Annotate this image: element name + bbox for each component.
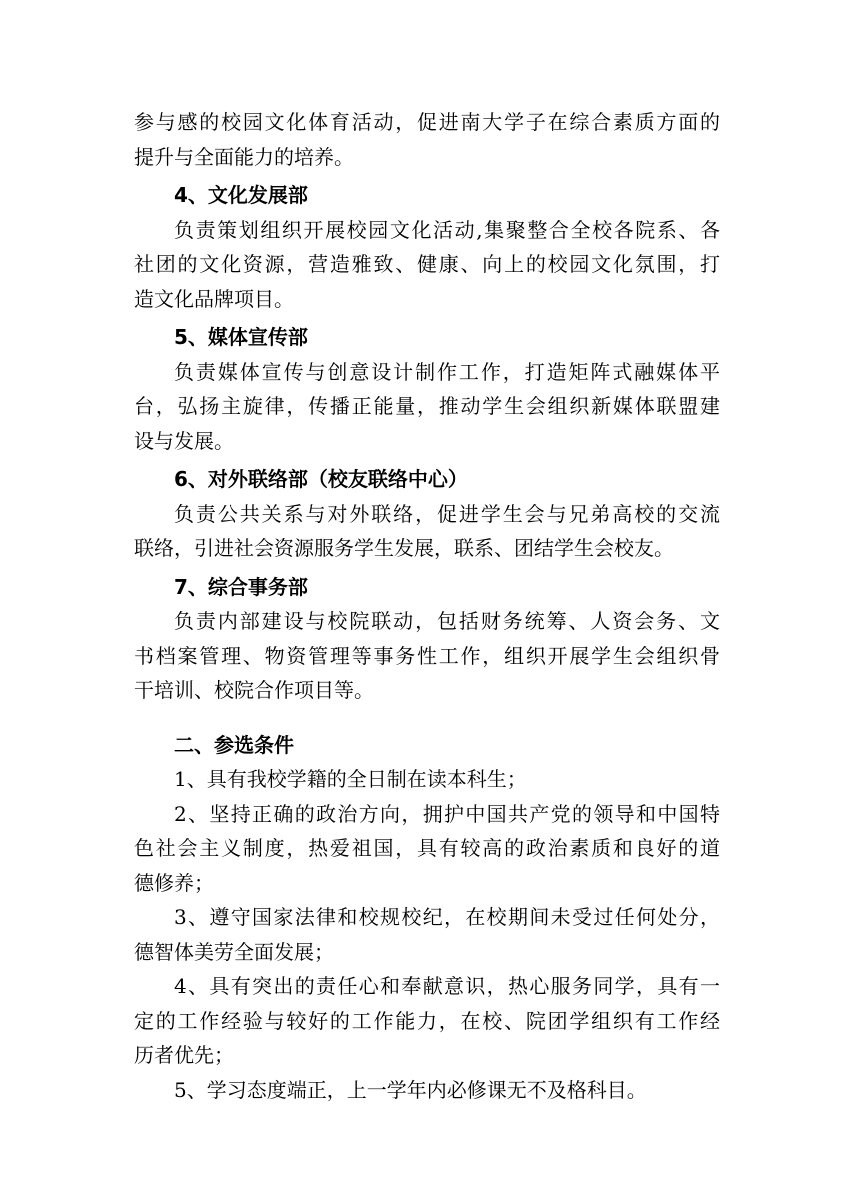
- department-description: [134, 497, 720, 566]
- paragraph-line: 德智体美劳全面发展；: [134, 939, 334, 964]
- paragraph-line: 负责公共关系与对外联络，促进学生会与兄弟高校的交流: [174, 501, 720, 526]
- paragraph-line: 社团的文化资源，营造雅致、健康、向上的校园文化氛围，打: [134, 252, 720, 276]
- paragraph-line: 台，弘扬主旋律，传播正能量，推动学生会组织新媒体联盟建: [134, 394, 720, 418]
- paragraph-line: 造文化品牌项目。: [134, 286, 294, 311]
- section-heading: 二、参选条件: [174, 732, 294, 757]
- paragraph-line: 提升与全面能力的培养。: [134, 144, 354, 169]
- department-heading: 7、综合事务部: [174, 574, 308, 599]
- requirement-item: [134, 900, 720, 969]
- paragraph-line: 参与感的校园文化体育活动，促进南大学子在综合素质方面的: [134, 110, 720, 134]
- requirement-item: [134, 762, 720, 797]
- requirement-item: [134, 969, 720, 1073]
- paragraph-line: 5、学习态度端正，上一学年内必修课无不及格科目。: [174, 1077, 647, 1102]
- paragraph-line: 联络，引进社会资源服务学生发展，联系、团结学生会校友。: [134, 536, 674, 560]
- department-heading: 4、文化发展部: [174, 183, 308, 207]
- requirement-item: [134, 797, 720, 901]
- department-heading: 6、对外联络部（校友联络中心）: [174, 467, 468, 491]
- document-page: [134, 105, 720, 1107]
- paragraph-line: 色社会主义制度，热爱祖国，具有较高的政治素质和良好的道: [134, 836, 720, 860]
- intro-paragraph: [134, 105, 720, 174]
- paragraph-line: 干培训、校院合作项目等。: [134, 678, 374, 702]
- paragraph-line: 4、具有突出的责任心和奉献意识，热心服务同学，具有一: [174, 974, 720, 998]
- department-description: [134, 213, 720, 317]
- paragraph-line: 书档案管理、物资管理等事务性工作，组织开展学生会组织骨: [134, 643, 720, 668]
- paragraph-line: 1、具有我校学籍的全日制在读本科生；: [174, 767, 527, 791]
- department-description: [134, 604, 720, 708]
- paragraph-line: 历者优先；: [134, 1043, 234, 1067]
- department-heading: 5、媒体宣传部: [174, 325, 308, 349]
- paragraph-line: 2、坚持正确的政治方向，拥护中国共产党的领导和中国特: [174, 801, 720, 826]
- paragraph-line: 3、遵守国家法律和校规校纪，在校期间未受过任何处分，: [174, 905, 720, 929]
- paragraph-line: 定的工作经验与较好的工作能力，在校、院团学组织有工作经: [134, 1008, 720, 1033]
- paragraph-line: 负责媒体宣传与创意设计制作工作，打造矩阵式融媒体平: [174, 359, 720, 384]
- department-description: [134, 355, 720, 459]
- paragraph-line: 德修养；: [134, 870, 214, 895]
- paragraph-line: 设与发展。: [134, 428, 234, 453]
- paragraph-line: 负责策划组织开展校园文化活动,集聚整合全校各院系、各: [174, 217, 720, 242]
- paragraph-line: 负责内部建设与校院联动，包括财务统筹、人资会务、文: [174, 609, 720, 633]
- requirement-item: [134, 1073, 720, 1108]
